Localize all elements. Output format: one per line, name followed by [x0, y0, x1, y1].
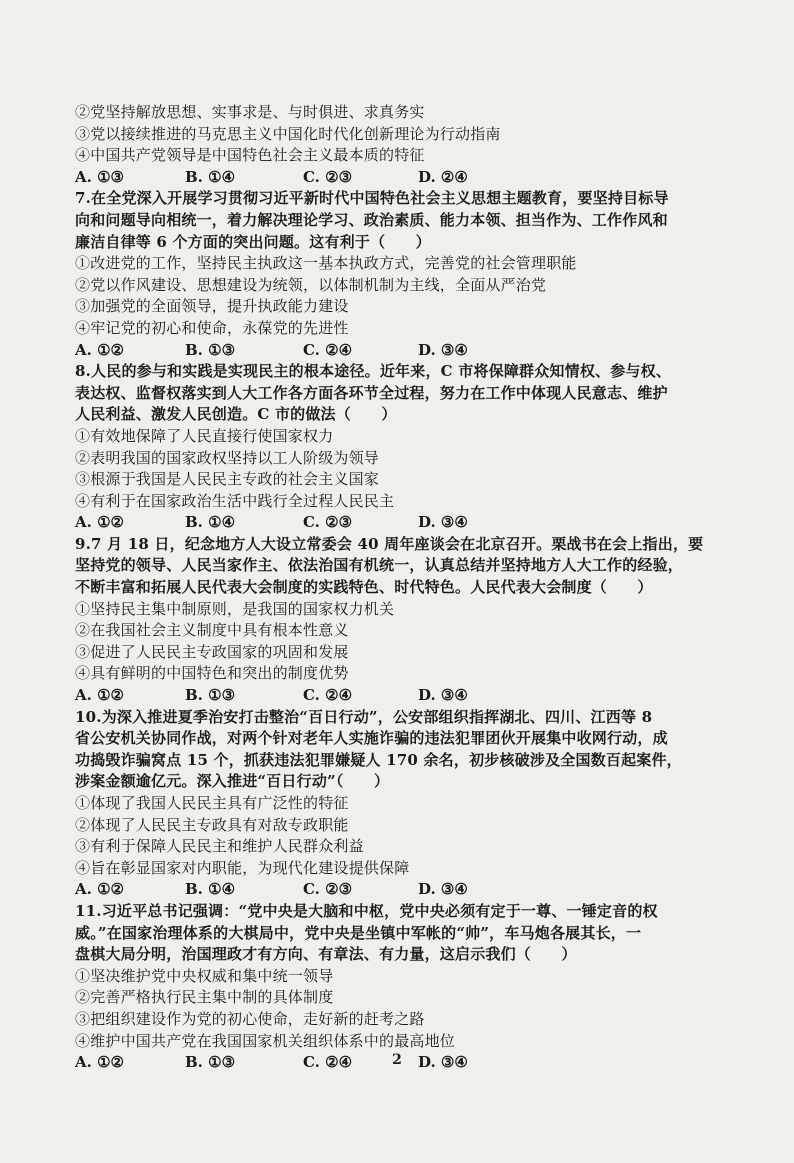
answer-choice-c: C. ②④: [303, 1053, 353, 1072]
question-stem-line: 不断丰富和拓展人民代表大会制度的实践特色、时代特色。人民代表大会制度（ ）: [75, 578, 653, 597]
answer-choice-c: C. ②③: [303, 513, 353, 532]
answer-choice-d: D. ③④: [418, 340, 468, 359]
option-line: ①改进党的工作，坚持民主执政这一基本执政方式，完善党的社会管理职能: [75, 254, 577, 273]
option-line: ③促进了人民民主专政国家的巩固和发展: [75, 642, 349, 661]
question-stem-line: 廉洁自律等 6 个方面的突出问题。这有利于（ ）: [75, 232, 431, 251]
intro-block: [75, 102, 704, 188]
answer-choice-a: A. ①②: [75, 686, 124, 705]
question-stem-line: 威。”在国家治理体系的大棋局中，党中央是坐镇中军帐的“帅”，车马炮各展其长，一: [75, 923, 642, 942]
question-stem-line: 盘棋大局分明，治国理政才有方向、有章法、有力量，这启示我们（ ）: [75, 945, 577, 964]
answer-choice-d: D. ③④: [418, 1053, 468, 1072]
answer-choice-d: D. ③④: [418, 880, 468, 899]
option-line: ②党以作风建设、思想建设为统领，以体制机制为主线，全面从严治党: [75, 275, 547, 294]
question-stem-line: 功捣毁诈骗窝点 15 个，抓获违法犯罪嫌疑人 170 余名，初步核破涉及全国数百起案件，: [75, 750, 682, 769]
page-number: 2: [392, 1052, 402, 1068]
answer-choice-b: B. ①④: [185, 880, 236, 899]
answer-choice-c: C. ②③: [303, 880, 353, 899]
option-line: ③根源于我国是人民民主专政的社会主义国家: [75, 470, 380, 489]
option-line: ②在我国社会主义制度中具有根本性意义: [75, 621, 349, 640]
question-stem-line: 向和问题导向相统一，着力解决理论学习、政治素质、能力本领、担当作为、工作作风和: [75, 210, 668, 229]
option-line: ①坚决维护党中央权威和集中统一领导: [75, 966, 334, 985]
answer-choice-a: A. ①②: [75, 513, 124, 532]
option-line: ③党以接续推进的马克思主义中国化时代化创新理论为行动指南: [75, 124, 501, 143]
answer-choices: [75, 340, 704, 362]
answer-choice-a: A. ①②: [75, 340, 124, 359]
answer-choice-b: B. ①③: [185, 340, 236, 359]
question-stem-line: 表达权、监督权落实到人大工作各方面各环节全过程，努力在工作中体现人民意志、维护: [75, 383, 668, 402]
question-8: [75, 361, 704, 534]
option-line: ①坚持民主集中制原则，是我国的国家权力机关: [75, 599, 395, 618]
answer-choices: [75, 167, 704, 189]
answer-choice-b: B. ①③: [185, 686, 236, 705]
question-stem-line: 8.人民的参与和实践是实现民主的根本途径。近年来，C 市将保障群众知情权、参与权、: [75, 362, 672, 381]
question-11: [75, 901, 704, 1074]
option-line: ①体现了我国人民民主具有广泛性的特征: [75, 794, 349, 812]
option-line: ③有利于保障人民民主和维护人民群众利益: [75, 837, 364, 856]
option-line: ③加强党的全面领导，提升执政能力建设: [75, 297, 349, 316]
question-stem-line: 人民利益、激发人民创造。C 市的做法（ ）: [75, 405, 397, 424]
question-stem-line: 坚持党的领导、人民当家作主、依法治国有机统一，认真总结并坚持地方人大工作的经验，: [75, 556, 684, 575]
option-line: ②完善严格执行民主集中制的具体制度: [75, 988, 334, 1007]
question-stem-line: 9.7 月 18 日，纪念地方人大设立常委会 40 周年座谈会在北京召开。栗战书在会上指出，要: [75, 534, 704, 553]
question-stem-line: 10.为深入推进夏季治安打击整治“百日行动”，公安部组织指挥湖北、四川、江西等 8: [75, 707, 653, 726]
question-10: [75, 707, 704, 901]
answer-choice-a: A. ①②: [75, 880, 124, 899]
answer-choice-a: A. ①③: [75, 167, 124, 186]
answer-choice-d: D. ③④: [418, 686, 468, 705]
answer-choices: [75, 685, 704, 707]
answer-choices: [75, 879, 704, 901]
option-line: ④旨在彰显国家对内职能，为现代化建设提供保障: [75, 858, 410, 877]
option-line: ②表明我国的国家政权坚持以工人阶级为领导: [75, 448, 380, 467]
option-line: ④维护中国共产党在我国国家机关组织体系中的最高地位: [75, 1031, 456, 1050]
answer-choice-a: A. ①②: [75, 1053, 124, 1072]
answer-choice-b: B. ①④: [185, 513, 236, 532]
option-line: ④牢记党的初心和使命，永葆党的先进性: [75, 318, 349, 337]
option-line: ②体现了人民民主专政具有对敌专政职能: [75, 815, 349, 834]
question-9: [75, 534, 704, 707]
question-stem-line: 涉案金额逾亿元。深入推进“百日行动”（ ）: [75, 772, 390, 791]
question-stem-line: 11.习近平总书记强调：“党中央是大脑和中枢，党中央必须有定于一尊、一锤定音的权: [75, 901, 658, 920]
option-line: ①有效地保障了人民直接行使国家权力: [75, 426, 334, 445]
question-stem-line: 省公安机关协同作战，对两个针对老年人实施诈骗的违法犯罪团伙开展集中收网行动，成: [75, 729, 668, 748]
answer-choice-d: D. ③④: [418, 513, 468, 532]
answer-choice-c: C. ②③: [303, 167, 353, 186]
option-line: ④有利于在国家政治生活中践行全过程人民民主: [75, 491, 395, 510]
option-line: ④中国共产党领导是中国特色社会主义最本质的特征: [75, 146, 425, 165]
answer-choice-c: C. ②④: [303, 686, 353, 705]
option-line: ③把组织建设作为党的初心使命，走好新的赶考之路: [75, 1009, 425, 1028]
answer-choice-d: D. ②④: [418, 167, 468, 186]
answer-choice-b: B. ①④: [185, 167, 236, 186]
option-line: ④具有鲜明的中国特色和突出的制度优势: [75, 664, 349, 683]
answer-choice-b: B. ①③: [185, 1053, 236, 1072]
answer-choice-c: C. ②④: [303, 340, 353, 359]
question-7: [75, 188, 704, 361]
question-stem-line: 7.在全党深入开展学习贯彻习近平新时代中国特色社会主义思想主题教育，要坚持目标导: [75, 189, 669, 208]
answer-choices: [75, 512, 704, 534]
option-line: ②党坚持解放思想、实事求是、与时俱进、求真务实: [75, 103, 425, 121]
